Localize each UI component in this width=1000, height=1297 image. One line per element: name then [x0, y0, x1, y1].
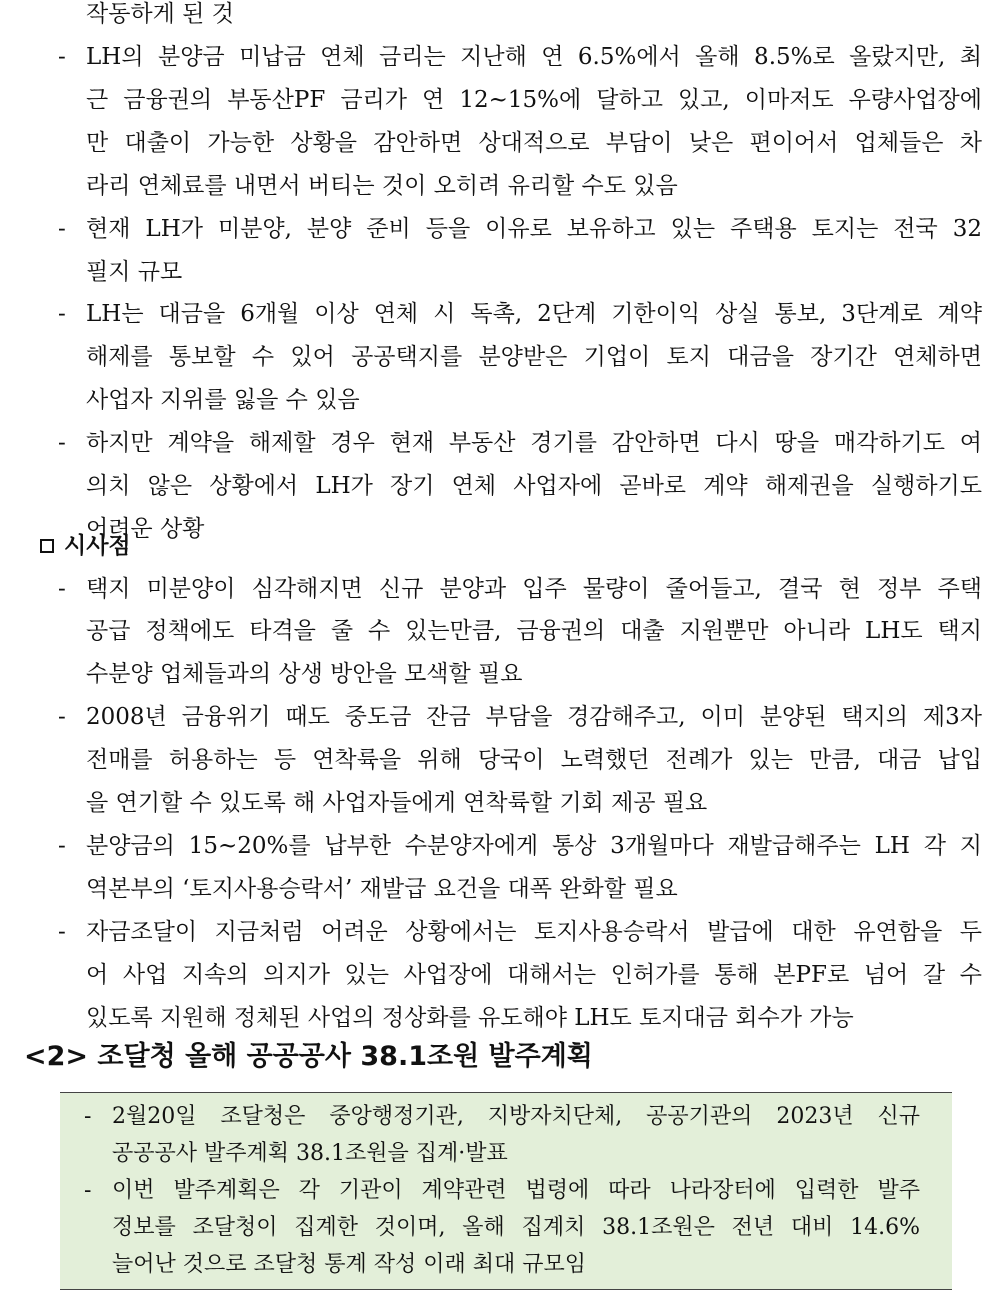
article-heading: <2> 조달청 올해 공공공사 38.1조원 발주계획 [24, 1041, 593, 1072]
dash-bullet: - [58, 833, 66, 859]
text-line: 사업자 지위를 잃을 수 있음 [86, 387, 360, 413]
dash-bullet: - [58, 301, 66, 327]
checkbox-square-icon [40, 539, 54, 553]
dash-bullet: - [58, 576, 66, 602]
dash-bullet: - [84, 1104, 92, 1129]
text-line: 하지만 계약을 해제할 경우 현재 부동산 경기를 감안하면 다시 땅을 매각하기도 여 [86, 430, 982, 456]
text-line: 의치 않은 상황에서 LH가 장기 연체 사업자에 곧바로 계약 해제권을 실행하기도 [86, 473, 982, 499]
text-line: 어려운 상황 [86, 516, 205, 542]
text-line: 필지 규모 [86, 259, 183, 285]
summary-line: 늘어난 것으로 조달청 통계 작성 이래 최대 규모임 [112, 1252, 586, 1277]
text-line: 분양금의 15~20%를 납부한 수분양자에게 통상 3개월마다 재발급해주는 LH 각 지 [86, 833, 982, 859]
text-line: 2008년 금융위기 때도 중도금 잔금 부담을 경감해주고, 이미 분양된 택지의 제3자 [86, 704, 982, 730]
text-line: 수분양 업체들과의 상생 방안을 모색할 필요 [86, 661, 523, 687]
summary-line: 이번 발주계획은 각 기관이 계약관련 법령에 따라 나라장터에 입력한 발주 [112, 1178, 920, 1203]
summary-line: 정보를 조달청이 집계한 것이며, 올해 집계치 38.1조원은 전년 대비 14.6% [112, 1215, 920, 1240]
text-line: 어 사업 지속의 의지가 있는 사업장에 대해서는 인허가를 통해 본PF로 넘어 갈 수 [86, 962, 982, 988]
dash-bullet: - [58, 919, 66, 945]
section-heading [40, 530, 131, 562]
text-line: 공급 정책에도 타격을 줄 수 있는만큼, 금융권의 대출 지원뿐만 아니라 LH도 택지 [86, 618, 982, 644]
text-line: 택지 미분양이 심각해지면 신규 분양과 입주 물량이 줄어들고, 결국 현 정부 주택 [86, 576, 982, 602]
text-line: 있도록 지원해 정체된 사업의 정상화를 유도해야 LH도 토지대금 회수가 가능 [86, 1005, 854, 1031]
text-line: 라리 연체료를 내면서 버티는 것이 오히려 유리할 수도 있음 [86, 173, 678, 199]
summary-box [60, 1092, 952, 1290]
dash-bullet: - [84, 1178, 92, 1203]
summary-line: 2월20일 조달청은 중앙행정기관, 지방자치단체, 공공기관의 2023년 신규 [112, 1104, 920, 1129]
dash-bullet: - [58, 44, 66, 70]
text-line: 자금조달이 지금처럼 어려운 상황에서는 토지사용승락서 발급에 대한 유연함을 두 [86, 919, 982, 945]
text-line: 전매를 허용하는 등 연착륙을 위해 당국이 노력했던 전례가 있는 만큼, 대금 납입 [86, 747, 982, 773]
text-line: 을 연기할 수 있도록 해 사업자들에게 연착륙할 기회 제공 필요 [86, 790, 708, 816]
text-line: 근 금융권의 부동산PF 금리가 연 12~15%에 달하고 있고, 이마저도 우량사업장에 [86, 87, 982, 113]
text-line: 현재 LH가 미분양, 분양 준비 등을 이유로 보유하고 있는 주택용 토지는 전국 32 [86, 216, 982, 242]
text-line: 만 대출이 가능한 상황을 감안하면 상대적으로 부담이 낮은 편이어서 업체들은 차 [86, 130, 982, 156]
text-line: 작동하게 된 것 [86, 1, 234, 27]
text-line: 해제를 통보할 수 있어 공공택지를 분양받은 기업이 토지 대금을 장기간 연체하면 [86, 344, 982, 370]
text-line: LH는 대금을 6개월 이상 연체 시 독촉, 2단계 기한이익 상실 통보, 3단계로 계약 [86, 301, 982, 327]
dash-bullet: - [58, 430, 66, 456]
dash-bullet: - [58, 704, 66, 730]
section-title: 시사점 [64, 533, 131, 559]
dash-bullet: - [58, 216, 66, 242]
text-line: LH의 분양금 미납금 연체 금리는 지난해 연 6.5%에서 올해 8.5%로 올랐지만, 최 [86, 44, 982, 70]
summary-line: 공공공사 발주계획 38.1조원을 집계·발표 [112, 1141, 508, 1166]
text-line: 역본부의 ‘토지사용승락서’ 재발급 요건을 대폭 완화할 필요 [86, 876, 678, 902]
